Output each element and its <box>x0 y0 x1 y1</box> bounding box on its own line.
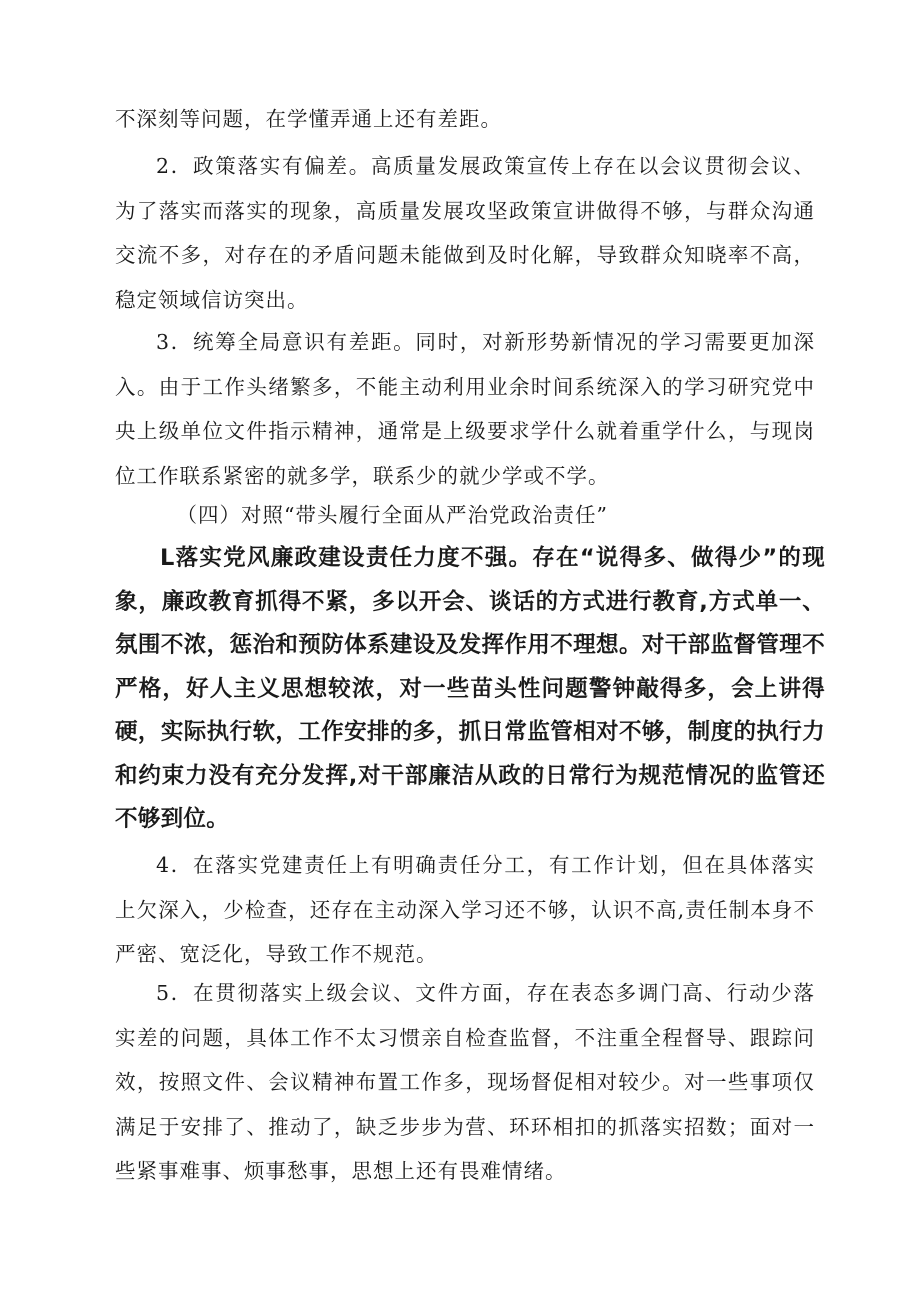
paragraph-item-1-bold: L落实党风廉政建设责任力度不强。存在“说得多、做得少”的现象，廉政教育抓得不紧，多以开会、谈话的方式进行教育,方式单一、氛围不浓，惩治和预防体系建设及发挥作用不理想。对干部监督管理不严格，好人主义思想较浓，对一些苗头性问题警钟敲得多，会上讲得硬，实际执行软，工作安排的多，抓日常监管相对不够，制度的执行力和约束力没有充分发挥,对干部廉洁从政的日常行为规范情况的监管还不够到位。 <box>115 545 825 832</box>
paragraph-item-5: 5．在贯彻落实上级会议、文件方面，存在表态多调门高、行动少落实差的问题，具体工作不太习惯亲自检查监督，不注重全程督导、跟踪问效，按照文件、会议精神布置工作多，现场督促相对较少。对一些事项仅满足于安排了、推动了，缺乏步步为营、环环相扣的抓落实招数；面对一些紧事难事、烦事愁事，思想上还有畏难情绪。 <box>115 981 815 1183</box>
section-heading-4: （四）对照“带头履行全面从严治党政治责任” <box>176 503 608 527</box>
paragraph-item-4: 4．在落实党建责任上有明确责任分工，有工作计划，但在具体落实上欠深入，少检查，还存在主动深入学习还不够，认识不高,责任制本身不严密、宽泛化，导致工作不规范。 <box>115 853 815 966</box>
paragraph-continuation: 不深刻等问题，在学懂弄通上还有差距。 <box>115 107 502 131</box>
paragraph-item-2: 2．政策落实有偏差。高质量发展政策宣传上存在以会议贯彻会议、为了落实而落实的现象，高质量发展攻坚政策宣讲做得不够，与群众沟通交流不多，对存在的矛盾问题未能做到及时化解，导致群众知晓率不高，稳定领域信访突出。 <box>115 154 815 312</box>
paragraph-item-3: 3．统筹全局意识有差距。同时，对新形势新情况的学习需要更加深入。由于工作头绪繁多，不能主动利用业余时间系统深入的学习研究党中央上级单位文件指示精神，通常是上级要求学什么就着重学什么，与现岗位工作联系紧密的就多学，联系少的就少学或不学。 <box>115 330 815 488</box>
